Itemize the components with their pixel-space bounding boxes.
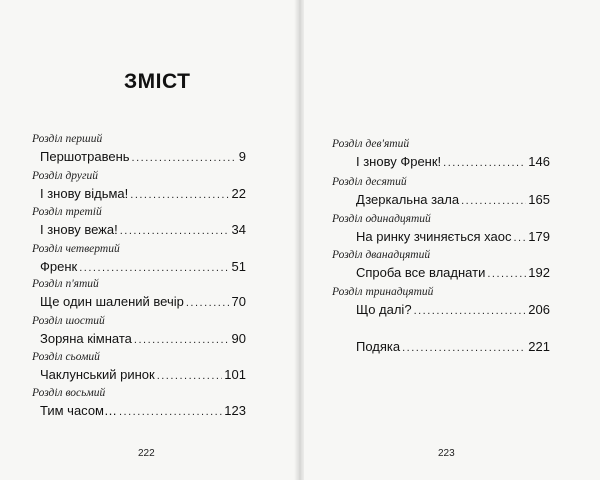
leader-dots xyxy=(414,302,527,320)
chapter-label: Розділ тринадцятий xyxy=(332,286,434,298)
toc-entry-1 xyxy=(32,132,246,167)
toc-entry-2 xyxy=(32,169,246,204)
entry-line xyxy=(32,258,246,277)
toc-entry-acknowledgements xyxy=(332,336,550,357)
page-number: 90 xyxy=(231,331,246,346)
left-page xyxy=(0,0,296,480)
chapter-title: Чаклунський ринок xyxy=(40,367,155,382)
leader-dots xyxy=(157,367,223,385)
page-number: 146 xyxy=(528,154,550,169)
entry-line xyxy=(32,221,246,240)
chapter-title: Ще один шалений вечір xyxy=(40,294,184,309)
leader-dots xyxy=(487,265,526,283)
leader-dots xyxy=(119,403,222,421)
chapter-title: Спроба все владнати xyxy=(356,265,486,280)
chapter-label: Розділ перший xyxy=(32,133,103,145)
chapter-label: Розділ другий xyxy=(32,170,98,182)
chapter-label: Розділ десятий xyxy=(332,176,407,188)
toc-entry-4 xyxy=(32,242,246,277)
page-number: 9 xyxy=(238,149,246,164)
entry-line xyxy=(32,185,246,204)
page-number: 101 xyxy=(224,367,246,382)
chapter-label: Розділ дев'ятий xyxy=(332,138,410,150)
chapter-title: Френк xyxy=(40,259,78,274)
leader-dots xyxy=(120,222,230,240)
entry-line xyxy=(332,191,550,210)
entry-line xyxy=(332,153,550,172)
chapter-label: Розділ третій xyxy=(32,206,102,218)
leader-dots xyxy=(130,186,229,204)
toc-entry-9 xyxy=(332,137,550,172)
toc-entry-7 xyxy=(32,350,246,385)
leader-dots xyxy=(186,294,230,312)
entry-line xyxy=(32,330,246,349)
entry-line xyxy=(332,301,550,320)
page-number: 34 xyxy=(231,222,246,237)
page-number: 206 xyxy=(528,302,550,317)
chapter-title: Тим часом… xyxy=(40,403,117,418)
toc-entry-12 xyxy=(332,248,550,283)
chapter-title: Дзеркальна зала xyxy=(356,192,460,207)
leader-dots xyxy=(79,259,229,277)
page-folio-right: 223 xyxy=(438,448,455,459)
entry-line xyxy=(32,366,246,385)
chapter-title: Що далі? xyxy=(356,302,412,317)
entry-line xyxy=(32,402,246,421)
toc-entry-3 xyxy=(32,205,246,240)
toc-heading: ЗМІСТ xyxy=(124,70,191,93)
chapter-title: І знову вежа! xyxy=(40,222,118,237)
page-folio-left: 222 xyxy=(138,448,155,459)
leader-dots xyxy=(513,229,526,247)
toc-entry-10 xyxy=(332,175,550,210)
chapter-title: І знову відьма! xyxy=(40,186,129,201)
page-number: 51 xyxy=(231,259,246,274)
chapter-label: Розділ сьомий xyxy=(32,351,100,363)
page-number: 192 xyxy=(528,265,550,280)
page-number: 179 xyxy=(528,229,550,244)
chapter-title: І знову Френк! xyxy=(356,154,442,169)
leader-dots xyxy=(443,154,526,172)
page-number: 123 xyxy=(224,403,246,418)
chapter-label: Розділ восьмий xyxy=(32,387,106,399)
page-number: 70 xyxy=(231,294,246,309)
toc-entry-11 xyxy=(332,212,550,247)
leader-dots xyxy=(132,149,237,167)
chapter-label: Розділ п'ятий xyxy=(32,278,99,290)
leader-dots xyxy=(461,192,526,210)
toc-entry-5 xyxy=(32,277,246,312)
toc-entry-6 xyxy=(32,314,246,349)
page-number: 22 xyxy=(231,186,246,201)
chapter-label: Розділ шостий xyxy=(32,315,105,327)
leader-dots xyxy=(402,339,526,357)
chapter-label: Розділ четвертий xyxy=(32,243,120,255)
entry-line xyxy=(332,264,550,283)
entry-line xyxy=(32,293,246,312)
chapter-label: Розділ дванадцятий xyxy=(332,249,431,261)
right-page xyxy=(304,0,600,480)
entry-line xyxy=(32,148,246,167)
chapter-title: На ринку зчиняється хаос xyxy=(356,229,512,244)
toc-entry-8 xyxy=(32,386,246,421)
chapter-title: Першотравень xyxy=(40,149,130,164)
entry-line xyxy=(332,338,550,357)
entry-line xyxy=(332,228,550,247)
chapter-title: Зоряна кімната xyxy=(40,331,132,346)
page-number: 165 xyxy=(528,192,550,207)
leader-dots xyxy=(134,331,230,349)
acknowledgements-title: Подяка xyxy=(356,339,401,354)
page-number: 221 xyxy=(528,339,550,354)
chapter-label: Розділ одинадцятий xyxy=(332,213,431,225)
toc-entry-13 xyxy=(332,285,550,320)
